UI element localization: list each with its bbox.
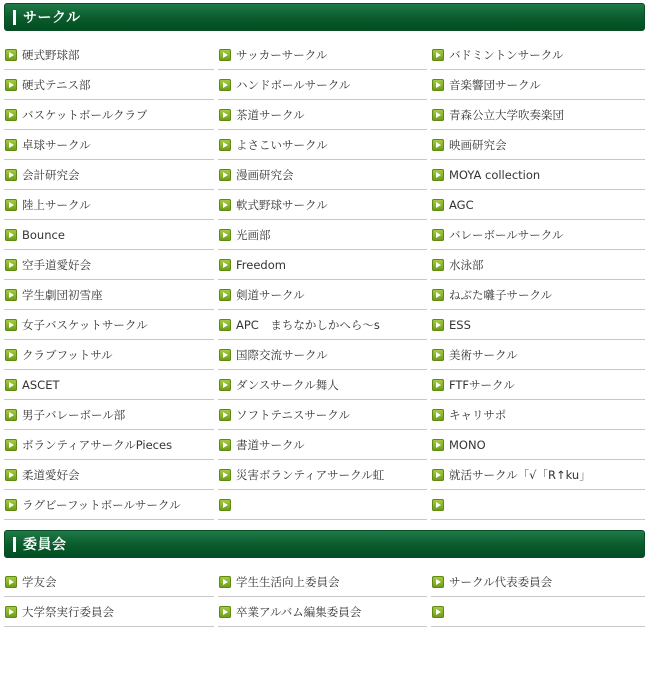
circles-link-label[interactable]: 光画部 (236, 227, 271, 242)
committees-link-item[interactable] (431, 567, 645, 597)
arrow-bullet-icon (219, 79, 231, 91)
arrow-bullet-icon (5, 169, 17, 181)
arrow-bullet-icon (219, 439, 231, 451)
circles-link-item[interactable] (4, 340, 214, 370)
circles-link-item[interactable] (431, 490, 645, 520)
arrow-bullet-icon (5, 259, 17, 271)
circles-link-item[interactable] (218, 280, 427, 310)
circles-link-item[interactable] (4, 40, 214, 70)
circles-link-item[interactable] (431, 40, 645, 70)
arrow-bullet-icon (5, 289, 17, 301)
arrow-bullet-icon (432, 289, 444, 301)
circles-link-item[interactable] (431, 280, 645, 310)
circles-link-label[interactable]: ソフトテニスサークル (236, 407, 350, 422)
circles-link-item[interactable] (218, 400, 427, 430)
arrow-bullet-icon (219, 199, 231, 211)
arrow-bullet-icon (432, 169, 444, 181)
committees-link-item[interactable] (218, 567, 427, 597)
circles-link-label[interactable]: 女子バスケットサークル (22, 317, 148, 332)
circles-link-item[interactable] (218, 460, 427, 490)
arrow-bullet-icon (219, 139, 231, 151)
arrow-bullet-icon (432, 606, 444, 618)
circles-link-label[interactable]: 男子バレーボール部 (22, 407, 126, 422)
circles-link-label[interactable]: ラグビーフットボールサークル (22, 497, 181, 512)
circles-link-label[interactable]: 硬式テニス部 (22, 77, 91, 92)
header-bar-icon (13, 10, 16, 25)
circles-link-label[interactable]: ねぶた囃子サークル (449, 287, 553, 302)
arrow-bullet-icon (5, 439, 17, 451)
circles-link-label[interactable]: 陸上サークル (22, 197, 91, 212)
circles-link-item[interactable] (431, 370, 645, 400)
circles-link-label[interactable]: 青森公立大学吹奏楽団 (449, 107, 564, 122)
committees-link-label[interactable]: 学生生活向上委員会 (236, 574, 340, 589)
circles-link-item[interactable] (431, 430, 645, 460)
arrow-bullet-icon (5, 379, 17, 391)
circles-link-item[interactable] (431, 340, 645, 370)
arrow-bullet-icon (219, 409, 231, 421)
circles-link-label[interactable]: FTFサークル (449, 377, 515, 392)
circles-link-label[interactable]: MONO (449, 437, 486, 452)
committees-link-label[interactable]: サークル代表委員会 (449, 574, 553, 589)
arrow-bullet-icon (219, 349, 231, 361)
circles-link-label[interactable]: 剣道サークル (236, 287, 305, 302)
circles-link-item[interactable] (218, 70, 427, 100)
committees-link-item[interactable] (4, 597, 214, 627)
circles-link-label[interactable]: 災害ボランティアサークル虹 (236, 467, 385, 482)
circles-link-item[interactable] (431, 400, 645, 430)
circles-link-label[interactable]: 音楽響団サークル (449, 77, 541, 92)
circles-link-label[interactable]: バレーボールサークル (449, 227, 564, 242)
committees-link-item[interactable] (4, 567, 214, 597)
arrow-bullet-icon (5, 199, 17, 211)
circles-link-item[interactable] (4, 370, 214, 400)
arrow-bullet-icon (5, 319, 17, 331)
arrow-bullet-icon (432, 109, 444, 121)
circles-link-label[interactable]: 映画研究会 (449, 137, 507, 152)
circles-grid (4, 40, 645, 520)
circles-link-item[interactable] (218, 250, 427, 280)
circles-link-label[interactable]: APC まちなかしかへら〜s (236, 317, 380, 332)
circles-link-label[interactable]: 卓球サークル (22, 137, 91, 152)
arrow-bullet-icon (432, 349, 444, 361)
circles-link-item[interactable] (4, 190, 214, 220)
circles-link-label[interactable]: クラブフットサル (22, 347, 113, 362)
arrow-bullet-icon (432, 576, 444, 588)
arrow-bullet-icon (219, 109, 231, 121)
circles-link-label[interactable]: 就活サークル「√「R↑ku」 (449, 467, 591, 482)
circles-link-label[interactable]: 書道サークル (236, 437, 305, 452)
arrow-bullet-icon (5, 109, 17, 121)
circles-link-item[interactable] (431, 250, 645, 280)
committees-link-label[interactable]: 卒業アルバム編集委員会 (236, 604, 362, 619)
arrow-bullet-icon (5, 409, 17, 421)
arrow-bullet-icon (5, 499, 17, 511)
circles-title: サークル (23, 10, 81, 26)
circles-link-item[interactable] (4, 250, 214, 280)
circles-link-item[interactable] (218, 100, 427, 130)
arrow-bullet-icon (5, 79, 17, 91)
circles-link-item[interactable] (431, 220, 645, 250)
arrow-bullet-icon (5, 229, 17, 241)
arrow-bullet-icon (432, 49, 444, 61)
circles-link-item[interactable] (431, 70, 645, 100)
circles-link-item[interactable] (218, 370, 427, 400)
arrow-bullet-icon (219, 576, 231, 588)
circles-link-item[interactable] (218, 130, 427, 160)
circles-link-label[interactable]: Freedom (236, 257, 286, 272)
circles-link-label[interactable]: 硬式野球部 (22, 47, 80, 62)
circles-link-label[interactable]: 会計研究会 (22, 167, 80, 182)
circles-link-item[interactable] (4, 70, 214, 100)
circles-link-item[interactable] (218, 490, 427, 520)
arrow-bullet-icon (219, 259, 231, 271)
arrow-bullet-icon (432, 229, 444, 241)
arrow-bullet-icon (432, 79, 444, 91)
circles-link-label[interactable]: 軟式野球サークル (236, 197, 328, 212)
circles-link-item[interactable] (4, 460, 214, 490)
circles-link-label[interactable]: バスケットボールクラブ (22, 107, 148, 122)
circles-link-label[interactable]: 漫画研究会 (236, 167, 294, 182)
circles-link-label[interactable]: Bounce (22, 227, 65, 242)
circles-link-label[interactable]: ダンスサークル舞人 (236, 377, 339, 392)
arrow-bullet-icon (432, 439, 444, 451)
circles-header (4, 3, 645, 31)
circles-link-label[interactable]: ボランティアサークルPieces (22, 437, 173, 452)
arrow-bullet-icon (219, 49, 231, 61)
committees-section (4, 530, 645, 627)
circles-link-label[interactable]: ESS (449, 317, 471, 332)
arrow-bullet-icon (432, 379, 444, 391)
arrow-bullet-icon (432, 469, 444, 481)
arrow-bullet-icon (5, 349, 17, 361)
arrow-bullet-icon (219, 499, 231, 511)
circles-link-item[interactable] (4, 400, 214, 430)
circles-link-item[interactable] (431, 130, 645, 160)
arrow-bullet-icon (432, 199, 444, 211)
circles-link-label[interactable]: サッカーサークル (236, 47, 328, 62)
circles-link-item[interactable] (431, 460, 645, 490)
circles-link-label[interactable]: 柔道愛好会 (22, 467, 80, 482)
committees-link-item[interactable] (431, 597, 645, 627)
circles-link-label[interactable]: ハンドボールサークル (236, 77, 351, 92)
circles-link-item[interactable] (4, 310, 214, 340)
circles-link-item[interactable] (218, 430, 427, 460)
circles-link-item[interactable] (4, 430, 214, 460)
arrow-bullet-icon (219, 319, 231, 331)
arrow-bullet-icon (219, 229, 231, 241)
circles-link-label[interactable]: 茶道サークル (236, 107, 305, 122)
arrow-bullet-icon (219, 289, 231, 301)
committees-title: 委員会 (23, 537, 67, 553)
circles-link-item[interactable] (218, 220, 427, 250)
header-bar-icon (13, 537, 16, 552)
circles-link-item[interactable] (4, 280, 214, 310)
circles-link-item[interactable] (218, 310, 427, 340)
arrow-bullet-icon (5, 606, 17, 618)
circles-link-item[interactable] (4, 130, 214, 160)
arrow-bullet-icon (219, 169, 231, 181)
committees-link-label[interactable]: 大学祭実行委員会 (22, 604, 114, 619)
circles-link-item[interactable] (4, 220, 214, 250)
arrow-bullet-icon (5, 576, 17, 588)
arrow-bullet-icon (5, 49, 17, 61)
circles-link-label[interactable]: ASCET (22, 377, 60, 392)
arrow-bullet-icon (432, 319, 444, 331)
circles-link-label[interactable]: 学生劇団初雪座 (22, 287, 103, 302)
arrow-bullet-icon (432, 139, 444, 151)
arrow-bullet-icon (5, 469, 17, 481)
circles-link-label[interactable]: AGC (449, 197, 474, 212)
circles-link-item[interactable] (431, 100, 645, 130)
arrow-bullet-icon (432, 259, 444, 271)
circles-link-label[interactable]: バドミントンサークル (449, 47, 564, 62)
committees-link-item[interactable] (218, 597, 427, 627)
arrow-bullet-icon (432, 409, 444, 421)
circles-link-item[interactable] (431, 160, 645, 190)
committees-header (4, 530, 645, 558)
arrow-bullet-icon (432, 499, 444, 511)
circles-link-label[interactable]: 美術サークル (449, 347, 518, 362)
circles-link-item[interactable] (218, 160, 427, 190)
circles-link-label[interactable]: よさこいサークル (236, 137, 328, 152)
circles-link-item[interactable] (4, 490, 214, 520)
committees-link-label[interactable]: 学友会 (22, 574, 57, 589)
committees-grid (4, 567, 645, 627)
circles-link-label[interactable]: 空手道愛好会 (22, 257, 91, 272)
circles-link-item[interactable] (218, 340, 427, 370)
circles-link-label[interactable]: MOYA collection (449, 167, 541, 182)
circles-link-item[interactable] (431, 190, 645, 220)
circles-link-item[interactable] (431, 310, 645, 340)
arrow-bullet-icon (219, 469, 231, 481)
arrow-bullet-icon (5, 139, 17, 151)
circles-link-item[interactable] (4, 100, 214, 130)
circles-link-label[interactable]: 水泳部 (449, 257, 484, 272)
circles-link-label[interactable]: キャリサポ (449, 407, 507, 422)
circles-link-item[interactable] (4, 160, 214, 190)
circles-link-item[interactable] (218, 190, 427, 220)
arrow-bullet-icon (219, 379, 231, 391)
circles-link-label[interactable]: 国際交流サークル (236, 347, 328, 362)
circles-link-item[interactable] (218, 40, 427, 70)
circles-section (4, 3, 645, 520)
arrow-bullet-icon (219, 606, 231, 618)
